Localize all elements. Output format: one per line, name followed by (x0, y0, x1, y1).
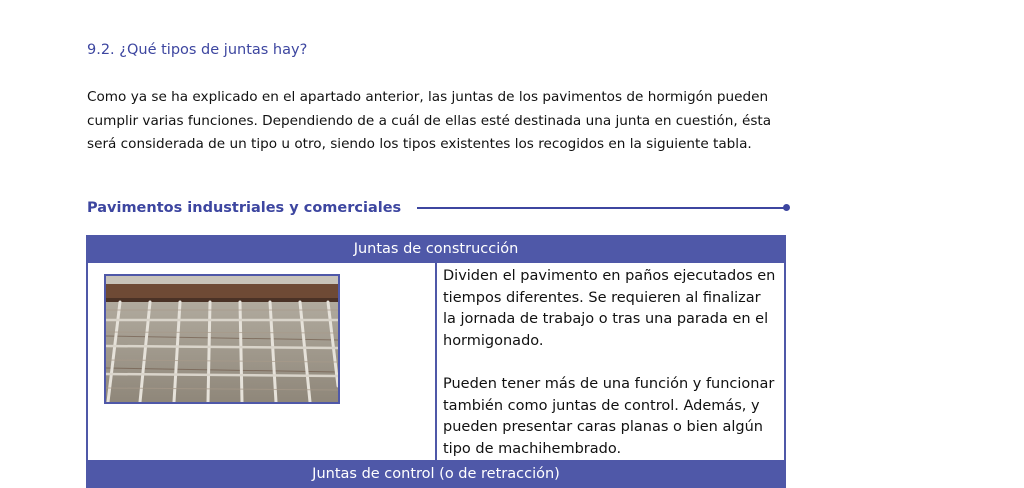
subsection-rule (417, 207, 787, 209)
subsection-title: Pavimentos industriales y comerciales (87, 200, 402, 216)
description-paragraph: Pueden tener más de una función y funcionar también como juntas de control. Además, y pueden presentar caras planas o bien algún tipo de machihembrado. (443, 375, 775, 457)
photo-cell (87, 262, 436, 461)
intro-paragraph: Como ya se ha explicado en el apartado anterior, las juntas de los pavimentos de hormigón pueden cumplir varias funciones. Dependiendo de a cuál de ellas esté destinada una junta en cuestión, ésta será considerada de un tipo u otro, siendo los tipos existentes los recogidos en la siguiente tabla. (87, 89, 772, 152)
table-header-row (87, 461, 785, 487)
rebar-grid-image (106, 276, 338, 402)
subsection-header (87, 197, 787, 219)
table-row (87, 262, 785, 461)
description-paragraph: Dividen el pavimento en paños ejecutados en tiempos diferentes. Se requieren al finalizar la jornada de trabajo o tras una parada en el hormigonado. (443, 268, 776, 349)
construction-joint-photo (104, 274, 340, 404)
construction-joints-header: Juntas de construcción (87, 236, 785, 262)
construction-joints-description (436, 262, 785, 461)
control-joints-header: Juntas de control (o de retracción) (87, 461, 785, 487)
rule-end-dot (783, 204, 790, 211)
table-header-row (87, 236, 785, 262)
section-heading: 9.2. ¿Qué tipos de juntas hay? (87, 42, 308, 58)
joint-types-table (86, 235, 786, 488)
